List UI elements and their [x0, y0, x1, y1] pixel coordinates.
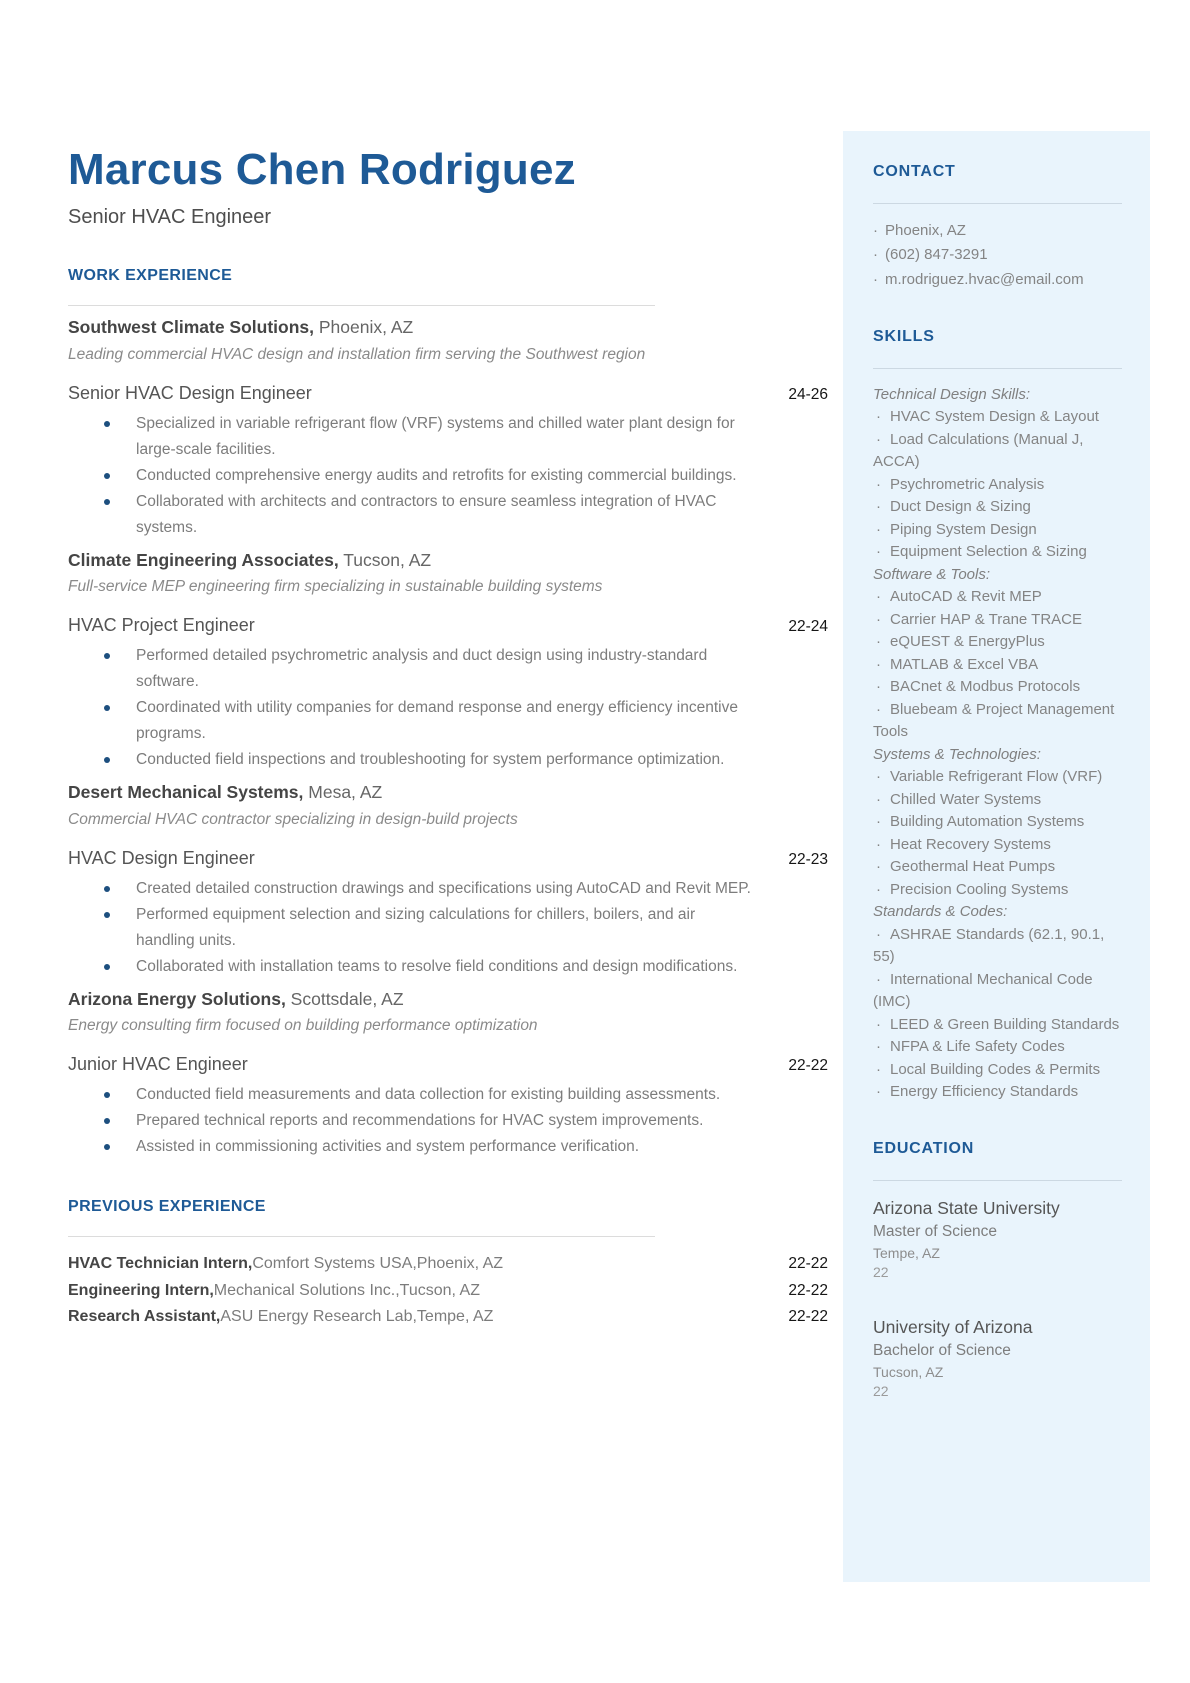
skill-group-label: Technical Design Skills:: [873, 385, 1031, 403]
role-row: [68, 383, 828, 404]
skill-item: · Piping System Design: [873, 519, 1122, 542]
sidebar: [843, 131, 1150, 1582]
previous-org: Comfort Systems USA,Phoenix, AZ: [252, 1255, 504, 1273]
school-name: Arizona State University: [873, 1197, 1060, 1218]
previous-experience-heading: PREVIOUS EXPERIENCE: [68, 1198, 266, 1216]
school-location: Tempe, AZ: [873, 1244, 940, 1261]
skill-item: · Precision Cooling Systems: [873, 879, 1122, 902]
company-location: Mesa, AZ: [303, 782, 383, 803]
company-description: Leading commercial HVAC design and installation firm serving the Southwest region: [68, 346, 646, 364]
skill-item: · Heat Recovery Systems: [873, 834, 1122, 857]
role-row: [68, 1054, 828, 1075]
company-name: Southwest Climate Solutions,: [68, 317, 314, 338]
company-location: Scottsdale, AZ: [285, 988, 404, 1009]
school-year: 22: [873, 1263, 889, 1280]
company-line: [68, 781, 828, 805]
role-dates: 22-23: [788, 850, 828, 868]
divider: [68, 305, 655, 306]
work-experience-heading: WORK EXPERIENCE: [68, 267, 233, 285]
education-list: [873, 1198, 1122, 1399]
skills-heading: SKILLS: [873, 327, 935, 345]
bullet-item: Conducted field measurements and data collection for existing building assessments.: [68, 1082, 756, 1108]
bullet-item: Assisted in commissioning activities and system performance verification.: [68, 1134, 756, 1160]
role-bullets: [68, 1082, 756, 1160]
divider: [68, 1236, 655, 1237]
education-entry: [873, 1198, 1122, 1280]
education-heading: EDUCATION: [873, 1139, 975, 1157]
role-bullets: [68, 411, 756, 541]
skills-list: [873, 384, 1122, 1104]
skill-group-items: [873, 406, 1122, 564]
previous-role: HVAC Technician Intern,: [68, 1255, 253, 1273]
skill-item: · Local Building Codes & Permits: [873, 1059, 1122, 1082]
bullet-item: Collaborated with installation teams to resolve field conditions and design modifications.: [68, 954, 756, 980]
skill-item: · Carrier HAP & Trane TRACE: [873, 609, 1122, 632]
contact-item: · (602) 847-3291: [873, 243, 1122, 267]
contact-item: · m.rodriguez.hvac@email.com: [873, 268, 1122, 292]
contact-list: [873, 219, 1122, 292]
skill-item: · Load Calculations (Manual J, ACCA): [873, 429, 1122, 474]
divider: [873, 203, 1122, 204]
job-entry: [68, 316, 828, 540]
previous-experience-row: [68, 1304, 828, 1330]
school-name: University of Arizona: [873, 1316, 1033, 1337]
skill-item: · Duct Design & Sizing: [873, 496, 1122, 519]
company-name: Desert Mechanical Systems,: [68, 782, 304, 803]
previous-org: ASU Energy Research Lab,Tempe, AZ: [220, 1307, 494, 1325]
bullet-item: Conducted field inspections and troubleshooting for system performance optimization.: [68, 747, 756, 773]
skill-item: · Equipment Selection & Sizing: [873, 541, 1122, 564]
previous-experience-row: [68, 1278, 828, 1304]
bullet-item: Coordinated with utility companies for demand response and energy efficiency incentive programs.: [68, 695, 756, 747]
school-degree: Bachelor of Science: [873, 1341, 1011, 1359]
role-dates: 24-26: [788, 385, 828, 403]
candidate-title: Senior HVAC Engineer: [68, 206, 272, 229]
previous-experience-list: [68, 1251, 828, 1330]
skill-item: · Building Automation Systems: [873, 811, 1122, 834]
skill-group-label: Software & Tools:: [873, 565, 991, 583]
skill-group-label: Standards & Codes:: [873, 903, 1008, 921]
role-dates: 22-24: [788, 618, 828, 636]
skill-group: [873, 384, 1122, 564]
skill-item: · Chilled Water Systems: [873, 789, 1122, 812]
main-column: [68, 146, 828, 1330]
role-title: HVAC Project Engineer: [68, 615, 255, 636]
previous-org: Mechanical Solutions Inc.,Tucson, AZ: [213, 1281, 480, 1299]
role-dates: 22-22: [788, 1057, 828, 1075]
skill-group-items: [873, 586, 1122, 744]
contact-heading: CONTACT: [873, 163, 956, 180]
company-location: Tucson, AZ: [338, 549, 432, 570]
school-degree: Master of Science: [873, 1222, 998, 1240]
candidate-name: Marcus Chen Rodriguez: [68, 145, 576, 194]
skill-item: · eQUEST & EnergyPlus: [873, 631, 1122, 654]
skill-item: · HVAC System Design & Layout: [873, 406, 1122, 429]
education-entry: [873, 1317, 1122, 1399]
bullet-item: Conducted comprehensive energy audits and retrofits for existing commercial buildings.: [68, 463, 756, 489]
previous-dates: 22-22: [788, 1255, 828, 1273]
skill-item: · International Mechanical Code (IMC): [873, 969, 1122, 1014]
company-description: Commercial HVAC contractor specializing in design-build projects: [68, 810, 518, 828]
company-line: [68, 316, 828, 340]
company-description: Full-service MEP engineering firm specializing in sustainable building systems: [68, 578, 603, 596]
job-entry: [68, 988, 828, 1160]
skill-group: [873, 744, 1122, 902]
previous-dates: 22-22: [788, 1307, 828, 1325]
company-location: Phoenix, AZ: [314, 317, 414, 338]
skill-item: · Psychrometric Analysis: [873, 474, 1122, 497]
previous-dates: 22-22: [788, 1281, 828, 1299]
company-name: Climate Engineering Associates,: [68, 549, 339, 570]
school-year: 22: [873, 1382, 889, 1399]
bullet-item: Performed equipment selection and sizing calculations for chillers, boilers, and air handling units.: [68, 902, 756, 954]
skill-group-label: Systems & Technologies:: [873, 745, 1041, 763]
skill-group-items: [873, 924, 1122, 1104]
previous-role: Research Assistant,: [68, 1307, 221, 1325]
role-row: [68, 848, 828, 869]
skill-item: · Energy Efficiency Standards: [873, 1081, 1122, 1104]
role-title: Senior HVAC Design Engineer: [68, 382, 312, 403]
company-name: Arizona Energy Solutions,: [68, 988, 286, 1009]
role-title: HVAC Design Engineer: [68, 847, 255, 868]
bullet-item: Collaborated with architects and contractors to ensure seamless integration of HVAC systems.: [68, 489, 756, 541]
bullet-item: Specialized in variable refrigerant flow (VRF) systems and chilled water plant design for large-scale facilities.: [68, 411, 756, 463]
previous-experience-row: [68, 1251, 828, 1277]
bullet-item: Performed detailed psychrometric analysis and duct design using industry-standard software.: [68, 643, 756, 695]
work-experience-list: [68, 316, 828, 1160]
skill-item: · NFPA & Life Safety Codes: [873, 1036, 1122, 1059]
contact-item: · Phoenix, AZ: [873, 219, 1122, 243]
bullet-item: Created detailed construction drawings and specifications using AutoCAD and Revit MEP.: [68, 876, 756, 902]
job-entry: [68, 549, 828, 773]
role-bullets: [68, 876, 756, 980]
skill-group: [873, 564, 1122, 744]
role-title: Junior HVAC Engineer: [68, 1054, 248, 1075]
skill-group-items: [873, 766, 1122, 901]
skill-item: · Geothermal Heat Pumps: [873, 856, 1122, 879]
company-line: [68, 549, 828, 573]
skill-group: [873, 901, 1122, 1104]
role-row: [68, 615, 828, 636]
skill-item: · BACnet & Modbus Protocols: [873, 676, 1122, 699]
school-location: Tucson, AZ: [873, 1363, 944, 1380]
job-entry: [68, 781, 828, 979]
skill-item: · Bluebeam & Project Management Tools: [873, 699, 1122, 744]
skill-item: · AutoCAD & Revit MEP: [873, 586, 1122, 609]
company-description: Energy consulting firm focused on building performance optimization: [68, 1017, 538, 1035]
role-bullets: [68, 643, 756, 773]
divider: [873, 368, 1122, 369]
skill-item: · Variable Refrigerant Flow (VRF): [873, 766, 1122, 789]
bullet-item: Prepared technical reports and recommendations for HVAC system improvements.: [68, 1108, 756, 1134]
previous-role: Engineering Intern,: [68, 1281, 214, 1299]
skill-item: · ASHRAE Standards (62.1, 90.1, 55): [873, 924, 1122, 969]
skill-item: · LEED & Green Building Standards: [873, 1014, 1122, 1037]
divider: [873, 1180, 1122, 1181]
company-line: [68, 988, 828, 1012]
skill-item: · MATLAB & Excel VBA: [873, 654, 1122, 677]
